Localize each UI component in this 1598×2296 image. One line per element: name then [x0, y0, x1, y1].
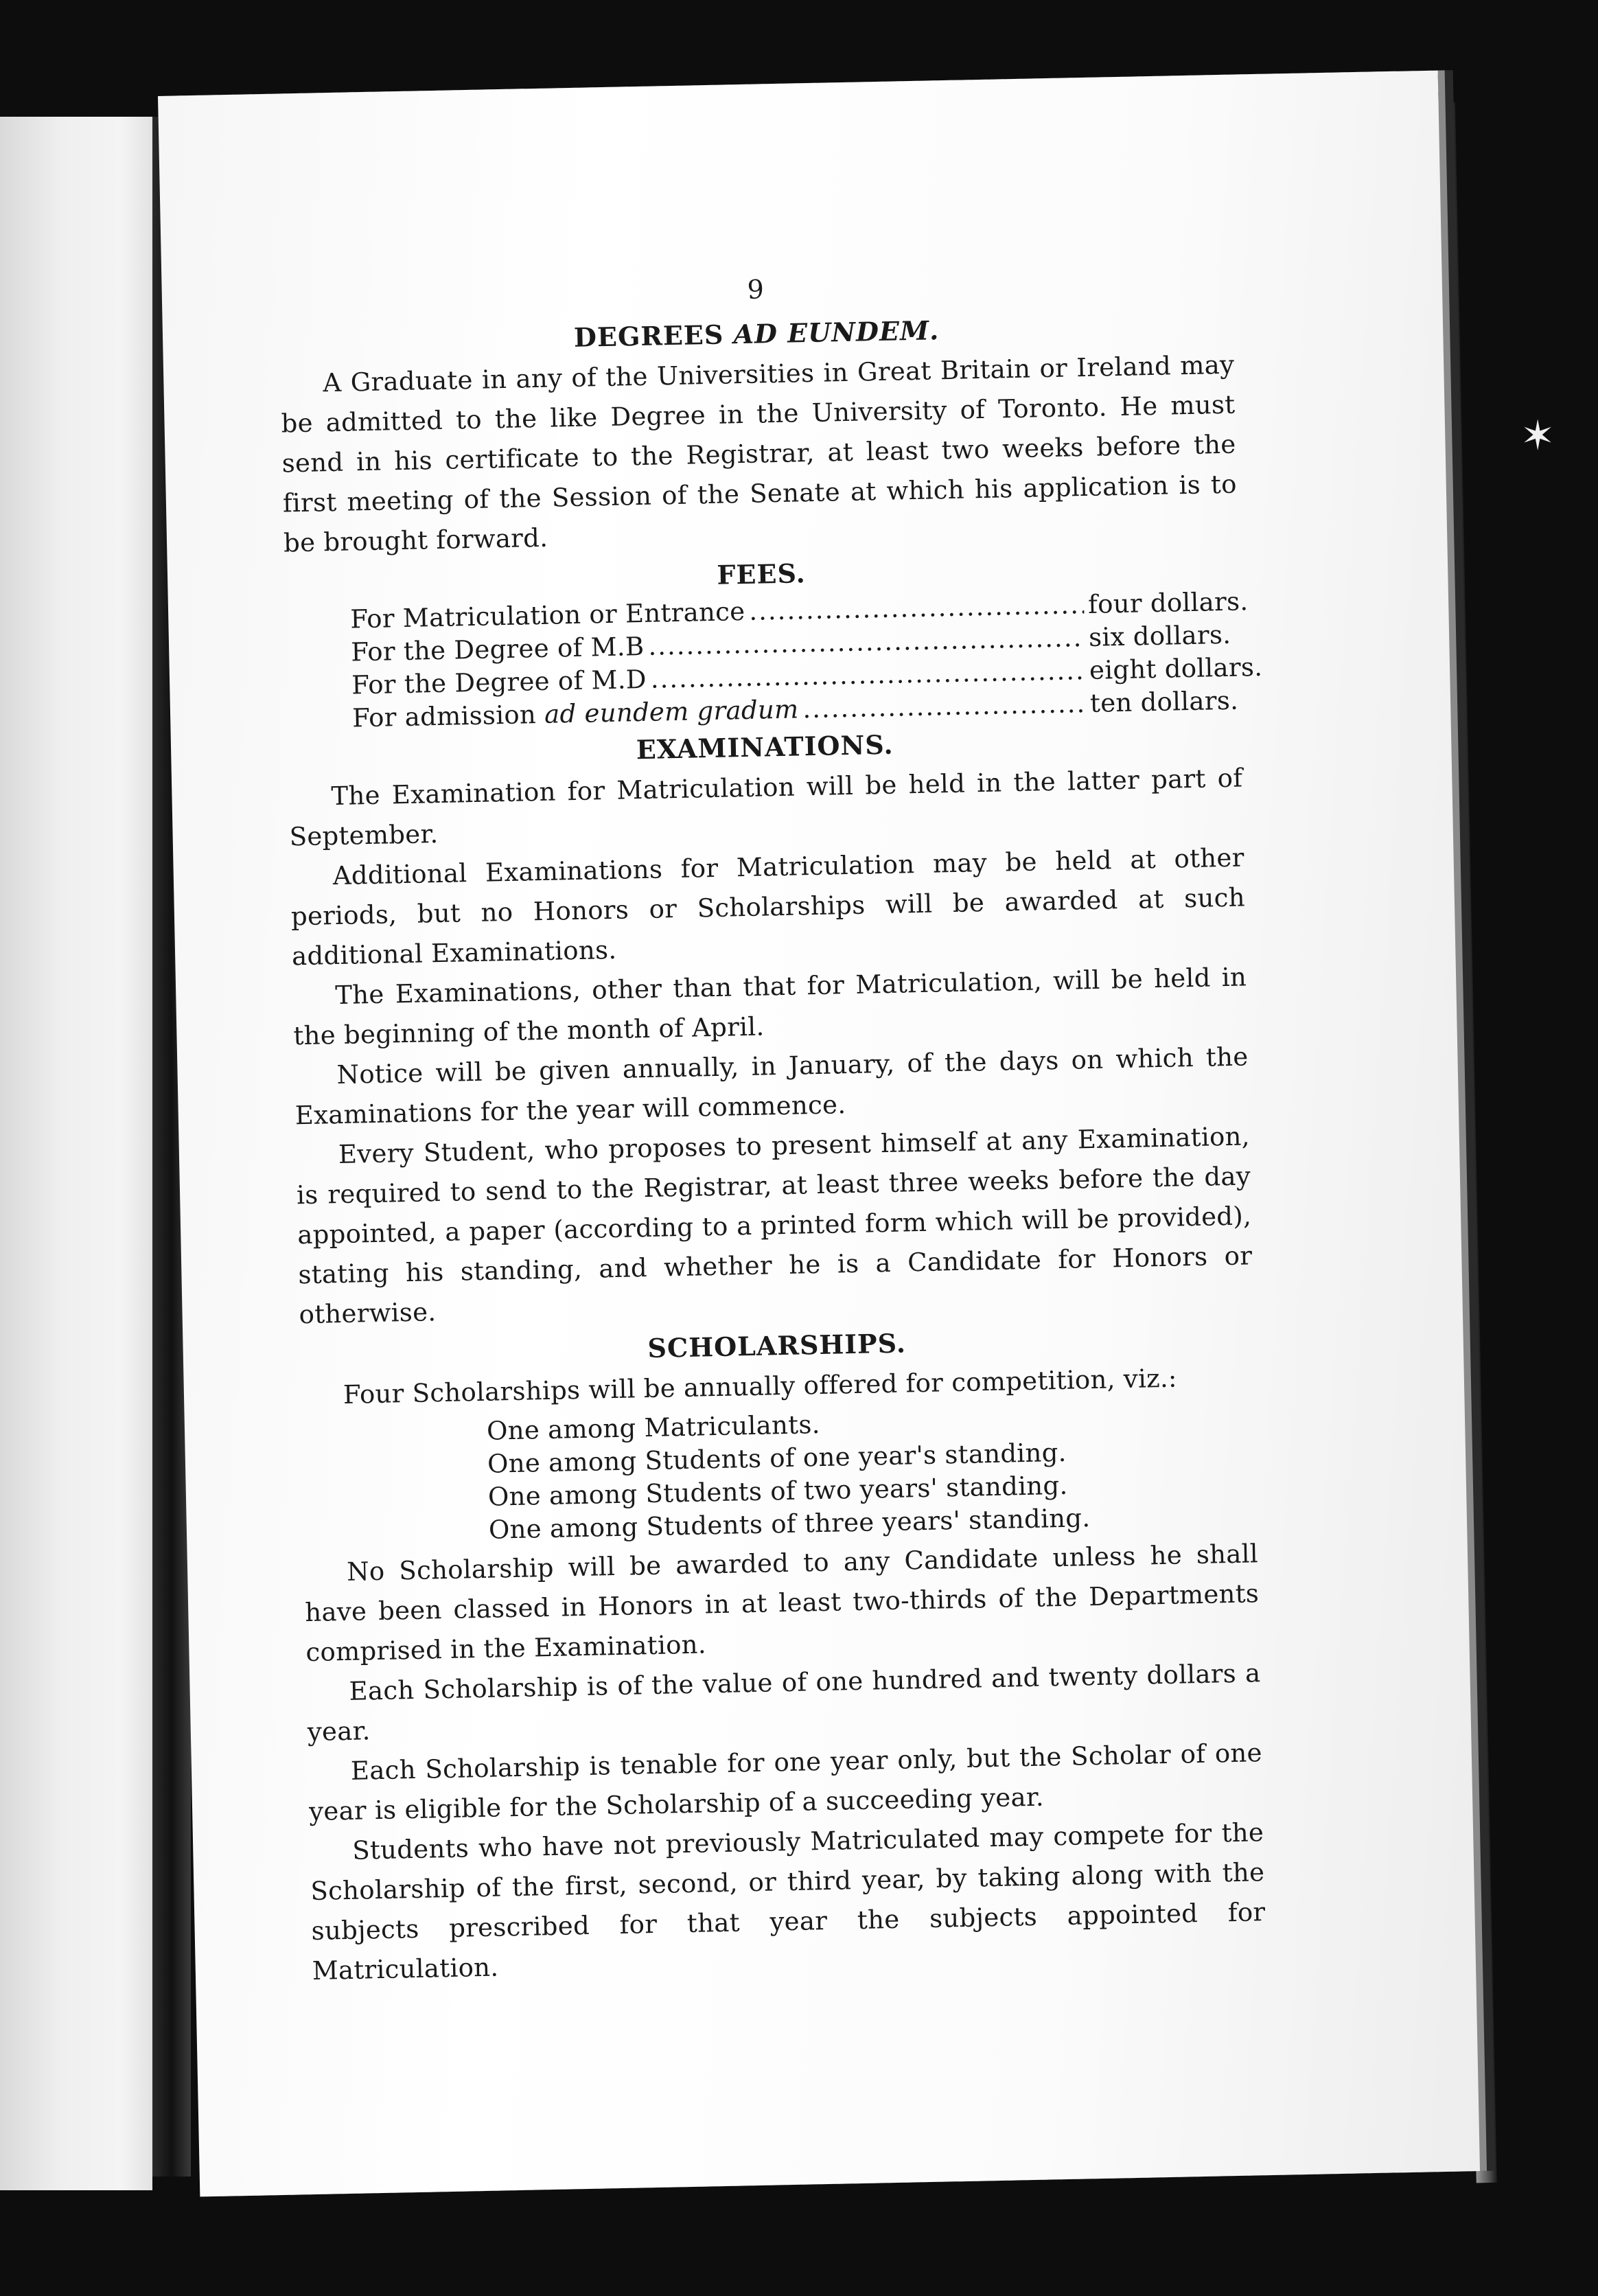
- examinations-paragraph: Notice will be given annually, in January, of the days on which the Examinations for the year will commence.: [294, 1042, 1249, 1131]
- examinations-paragraph: Additional Examinations for Matriculation may be held at other periods, but no Honors or Scholarships will be awarded at such additional Examinations.: [290, 842, 1246, 972]
- fee-amount: ten dollars.: [1089, 685, 1239, 718]
- facing-page: [0, 117, 152, 2190]
- page-content: [278, 260, 1266, 1991]
- scholarships-paragraph: No Scholarship will be awarded to any Candidate unless he shall have been classed in Honors in at least two-thirds of the Departments comprised in the Examination.: [304, 1539, 1260, 1668]
- list-item: One among Students of two years' standing.: [487, 1470, 1068, 1512]
- examinations-paragraph: The Examinations, other than that for Matriculation, will be held in the beginning of the month of April.: [293, 962, 1247, 1051]
- degrees-paragraph: A Graduate in any of the Universities in Great Britain or Ireland may be admitted to the like Degree in the University of Toronto. He must send in his certificate to the Registrar, at least two weeks before the first meeting of the Session of the Senate at which his application is to be brought forward.: [281, 349, 1238, 558]
- fees-table: [349, 586, 1263, 735]
- book-page: [158, 71, 1480, 2197]
- scholarships-paragraph: Students who have not previously Matriculated may compete for the Scholarship of the first, second, or third year, by taking along with the subjects prescribed for that year the subjects appointed for Matriculation.: [310, 1817, 1266, 1986]
- examinations-paragraph: Every Student, who proposes to present himself at any Examination, is required to send to the Registrar, at least three weeks before the day appointed, a paper (according to a printed form which will be provided), stating his standing, and whether he is a Candidate for Honors or otherwise.: [296, 1121, 1253, 1330]
- fee-amount: six dollars.: [1088, 619, 1231, 652]
- fee-label: For the Degree of M.D: [351, 664, 647, 700]
- list-item: One among Matriculants.: [486, 1410, 821, 1446]
- page-number: 9: [747, 274, 765, 305]
- fee-leader-dots: [802, 687, 1087, 726]
- scan-speck: ✶: [1520, 412, 1555, 460]
- fee-label: For Matriculation or Entrance: [349, 596, 745, 634]
- examinations-heading: EXAMINATIONS.: [636, 728, 894, 766]
- degrees-heading-italic: AD EUNDEM.: [733, 314, 940, 350]
- fee-amount: four dollars.: [1087, 586, 1249, 619]
- degrees-heading-prefix: DEGREES: [573, 319, 724, 353]
- scholarships-heading: SCHOLARSHIPS.: [647, 1327, 907, 1364]
- examinations-paragraph: The Examination for Matriculation will be held in the latter part of September.: [289, 763, 1243, 852]
- scholarships-list: [487, 1399, 1258, 1546]
- fees-heading: FEES.: [717, 558, 807, 590]
- list-item: One among Students of three years' standing.: [488, 1503, 1091, 1545]
- fee-amount: eight dollars.: [1089, 652, 1263, 685]
- list-item: One among Students of one year's standing.: [487, 1437, 1067, 1479]
- fee-label: For admission ad eundem gradum: [351, 694, 799, 733]
- scholarships-paragraph: Each Scholarship is of the value of one hundred and twenty dollars a year.: [307, 1658, 1261, 1747]
- scholarships-paragraph: Each Scholarship is tenable for one year only, but the Scholar of one year is eligible for the Scholarship of a succeeding year.: [308, 1738, 1263, 1827]
- fee-label: For the Degree of M.B: [350, 631, 645, 667]
- scholarships-intro: Four Scholarships will be annually offered for competition, viz.:: [343, 1363, 1178, 1410]
